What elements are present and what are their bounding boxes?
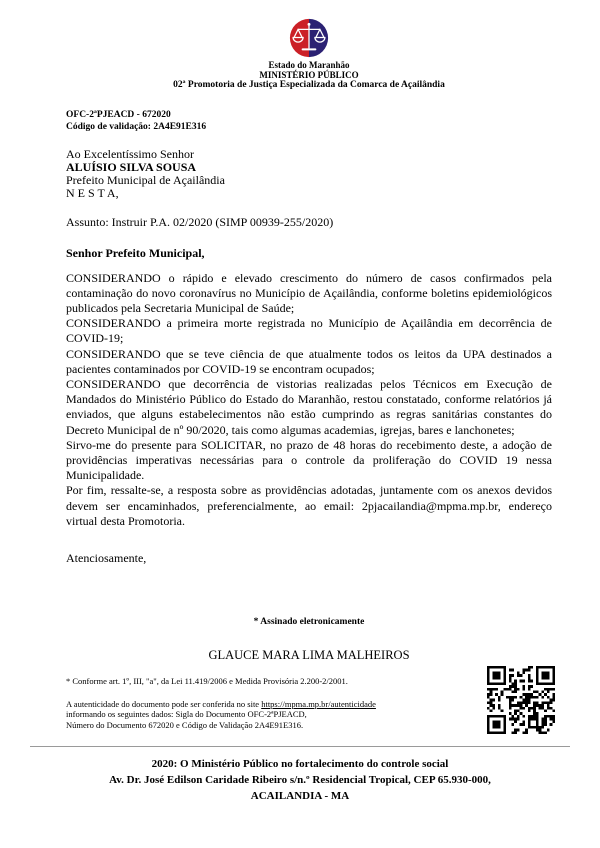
footer-address: Av. Dr. José Edilson Caridade Ribeiro s/n.º Residencial Tropical, CEP 65.930-000, bbox=[109, 774, 491, 786]
footer-slogan: 2020: O Ministério Público no fortalecimento do controle social bbox=[151, 758, 449, 770]
body-paragraph: Por fim, ressalte-se, a resposta sobre as providências adotadas, juntamente com os anexos devidos devem ser encaminhados, preferencialmente, ao email: 2pjacailandia@mpma.mp.br, endereço virtual desta Promotoria. bbox=[66, 483, 552, 528]
authenticity-line2: informando os seguintes dados: Sigla do Documento OFC-2ªPJEACD, bbox=[66, 709, 307, 720]
recipient-block bbox=[66, 148, 552, 200]
letterhead-org: MINISTÉRIO PÚBLICO bbox=[259, 70, 359, 80]
body-paragraph: CONSIDERANDO que se teve ciência de que atualmente todos os leitos da UPA destinados a pacientes contaminados por COVID-19 se encontram ocupados; bbox=[66, 346, 552, 376]
letter-body bbox=[66, 271, 552, 529]
signer-name: GLAUCE MARA LIMA MALHEIROS bbox=[208, 648, 410, 663]
letterhead-state: Estado do Maranhão bbox=[268, 60, 350, 70]
signature-block bbox=[66, 617, 552, 662]
qr-code bbox=[487, 666, 555, 734]
authenticity-note bbox=[66, 699, 466, 731]
body-paragraph: CONSIDERANDO a primeira morte registrada no Município de Açailândia em decorrência de COVID-19; bbox=[66, 316, 552, 346]
ministerio-publico-logo-icon bbox=[289, 18, 329, 58]
letterhead-unit: 02ª Promotoria de Justiça Especializada da Comarca de Açailândia bbox=[173, 80, 445, 90]
recipient-title: Prefeito Municipal de Açailândia bbox=[66, 172, 225, 187]
body-paragraph: CONSIDERANDO que decorrência de vistorias realizadas pelos Técnicos em Execução de Mandados do Ministério Público do Estado do Maranhão, restou constatado, conforme relatórios já enviados, que alguns estabelecimentos não estão cumprindo as regras sanitárias constantes do Decreto Municipal de nº 90/2020, tais como algumas academias, igrejas, bares e lanchonetes; bbox=[66, 377, 552, 437]
footnotes bbox=[66, 676, 552, 730]
document-number: OFC-2ªPJEACD - 672020 bbox=[66, 110, 171, 120]
letterhead bbox=[66, 18, 552, 90]
authenticity-link[interactable]: https://mpma.mp.br/autenticidade bbox=[261, 698, 376, 709]
legal-footnote: * Conforme art. 1º, III, "a", da Lei 11.419/2006 e Medida Provisória 2.200-2/2001. bbox=[66, 676, 348, 687]
validation-code: Código de validação: 2A4E91E316 bbox=[66, 121, 207, 132]
authenticity-text: A autenticidade do documento pode ser conferida no site bbox=[66, 698, 262, 709]
page-footer bbox=[0, 746, 600, 804]
electronic-signature-note: * Assinado eletronicamente bbox=[253, 617, 365, 628]
document-reference bbox=[66, 110, 552, 133]
footer-divider bbox=[30, 746, 570, 747]
recipient-honorific: Ao Excelentíssimo Senhor bbox=[66, 147, 194, 161]
closing: Atenciosamente, bbox=[66, 551, 147, 566]
footer-city: ACAILANDIA - MA bbox=[250, 790, 350, 802]
body-paragraph: CONSIDERANDO o rápido e elevado crescimento do número de casos confirmados pela contaminação do novo coronavírus no Município de Açailândia, conforme boletins epidemiológicos publicados pela Secretaria Municipal de Saúde; bbox=[66, 270, 552, 316]
authenticity-line3: Número do Documento 672020 e Código de Validação 2A4E91E316. bbox=[66, 719, 304, 730]
recipient-name: ALUÍSIO SILVA SOUSA bbox=[66, 159, 197, 174]
body-paragraph: Sirvo-me do presente para SOLICITAR, no prazo de 48 horas do recebimento deste, a adoção de providências imperativas necessárias para o controle da proliferação do COVID 19 nessa Municipalidade. bbox=[66, 437, 552, 483]
salutation: Senhor Prefeito Municipal, bbox=[66, 245, 205, 260]
subject-line: Assunto: Instruir P.A. 02/2020 (SIMP 00939-255/2020) bbox=[66, 214, 334, 229]
recipient-place: N E S T A, bbox=[66, 185, 119, 200]
